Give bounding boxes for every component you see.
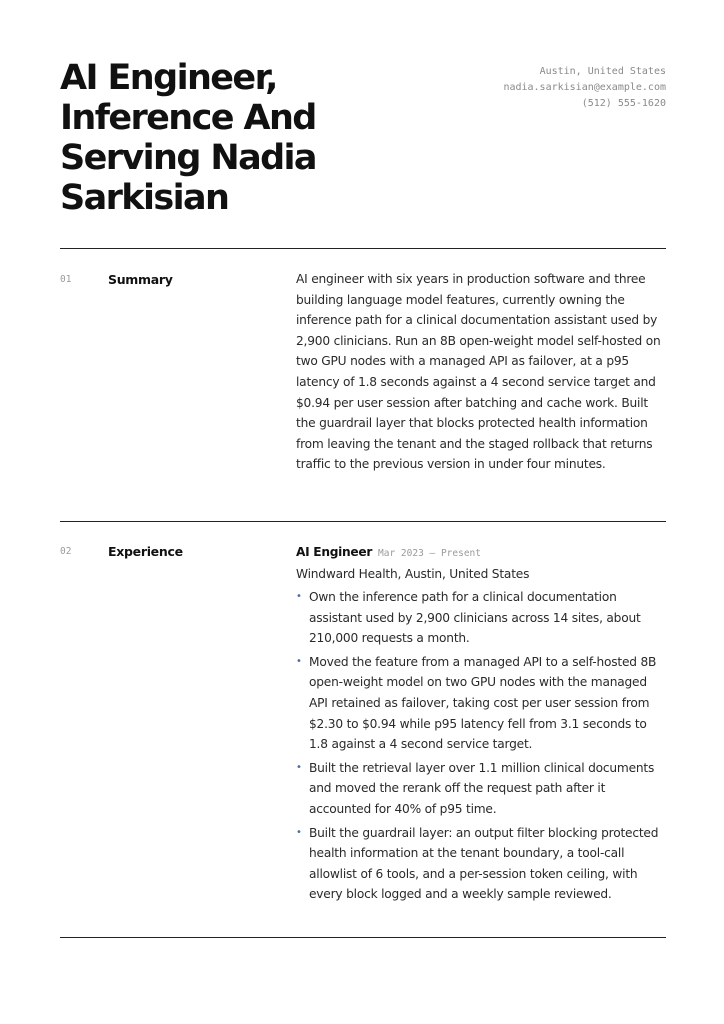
summary-text: AI engineer with six years in production software and three building language model features, currently owning the inference path for a clinical documentation assistant used by 2,900 clinicians. Run an 8B open-weight model self-hosted on two GPU nodes with a managed API as failover, at a p95 latency of 1.8 seconds against a 4 second service target and $0.94 per user session after batching and cache work. Built the guardrail layer that blocks protected health information from leaving the tenant and the staged rollback that returns traffic to the previous version in under four minutes. bbox=[296, 272, 661, 472]
bullet-text: Built the retrieval layer over 1.1 million clinical documents and moved the rerank off the request path after it accounted for 40% of p95 time. bbox=[309, 760, 655, 816]
divider-header bbox=[60, 248, 666, 249]
list-item bbox=[296, 823, 668, 905]
contact-block bbox=[503, 64, 666, 112]
contact-phone[interactable]: (512) 555-1620 bbox=[581, 98, 666, 109]
summary-body bbox=[296, 269, 668, 475]
bullet-icon: • bbox=[296, 761, 302, 773]
list-item bbox=[296, 587, 668, 649]
experience-section-number: 02 bbox=[60, 546, 72, 557]
job-bullets bbox=[296, 587, 668, 905]
divider-summary bbox=[60, 521, 666, 522]
bullet-icon: • bbox=[296, 591, 302, 602]
bullet-icon: • bbox=[296, 655, 302, 667]
experience-section-title: Experience bbox=[108, 544, 183, 559]
list-item bbox=[296, 758, 668, 820]
bullet-text: Moved the feature from a managed API to a self-hosted 8B open-weight model on two GPU nodes with the managed API retained as failover, taking cost per user session from $2.30 to $0.94 while p95 latency fell from 3.1 seconds to 1.8 against a 4 second service target. bbox=[309, 654, 657, 752]
list-item bbox=[296, 652, 668, 755]
contact-location: Austin, United States bbox=[539, 66, 666, 77]
bullet-text: Built the guardrail layer: an output filter blocking protected health information at the tenant boundary, a tool-call allowlist of 6 tools, and a per-session token ceiling, with every block logged and a weekly sample reviewed. bbox=[309, 825, 659, 902]
bullet-text: Own the inference path for a clinical documentation assistant used by 2,900 clinicians across 14 sites, about 210,000 requests a month. bbox=[309, 590, 641, 646]
summary-section-number: 01 bbox=[60, 274, 72, 285]
bullet-icon: • bbox=[296, 826, 302, 838]
divider-experience bbox=[60, 937, 666, 938]
experience-body bbox=[296, 542, 668, 908]
job-organization: Windward Health, Austin, United States bbox=[296, 567, 530, 581]
job-header bbox=[296, 542, 668, 564]
job-title: AI Engineer bbox=[296, 545, 373, 559]
job-dates: Mar 2023 — Present bbox=[378, 548, 481, 559]
resume-title: AI Engineer, Inference And Serving Nadia Sarkisian bbox=[60, 58, 316, 218]
contact-email[interactable]: nadia.sarkisian@example.com bbox=[503, 82, 666, 93]
summary-section-title: Summary bbox=[108, 272, 173, 287]
resume-header bbox=[60, 58, 666, 238]
